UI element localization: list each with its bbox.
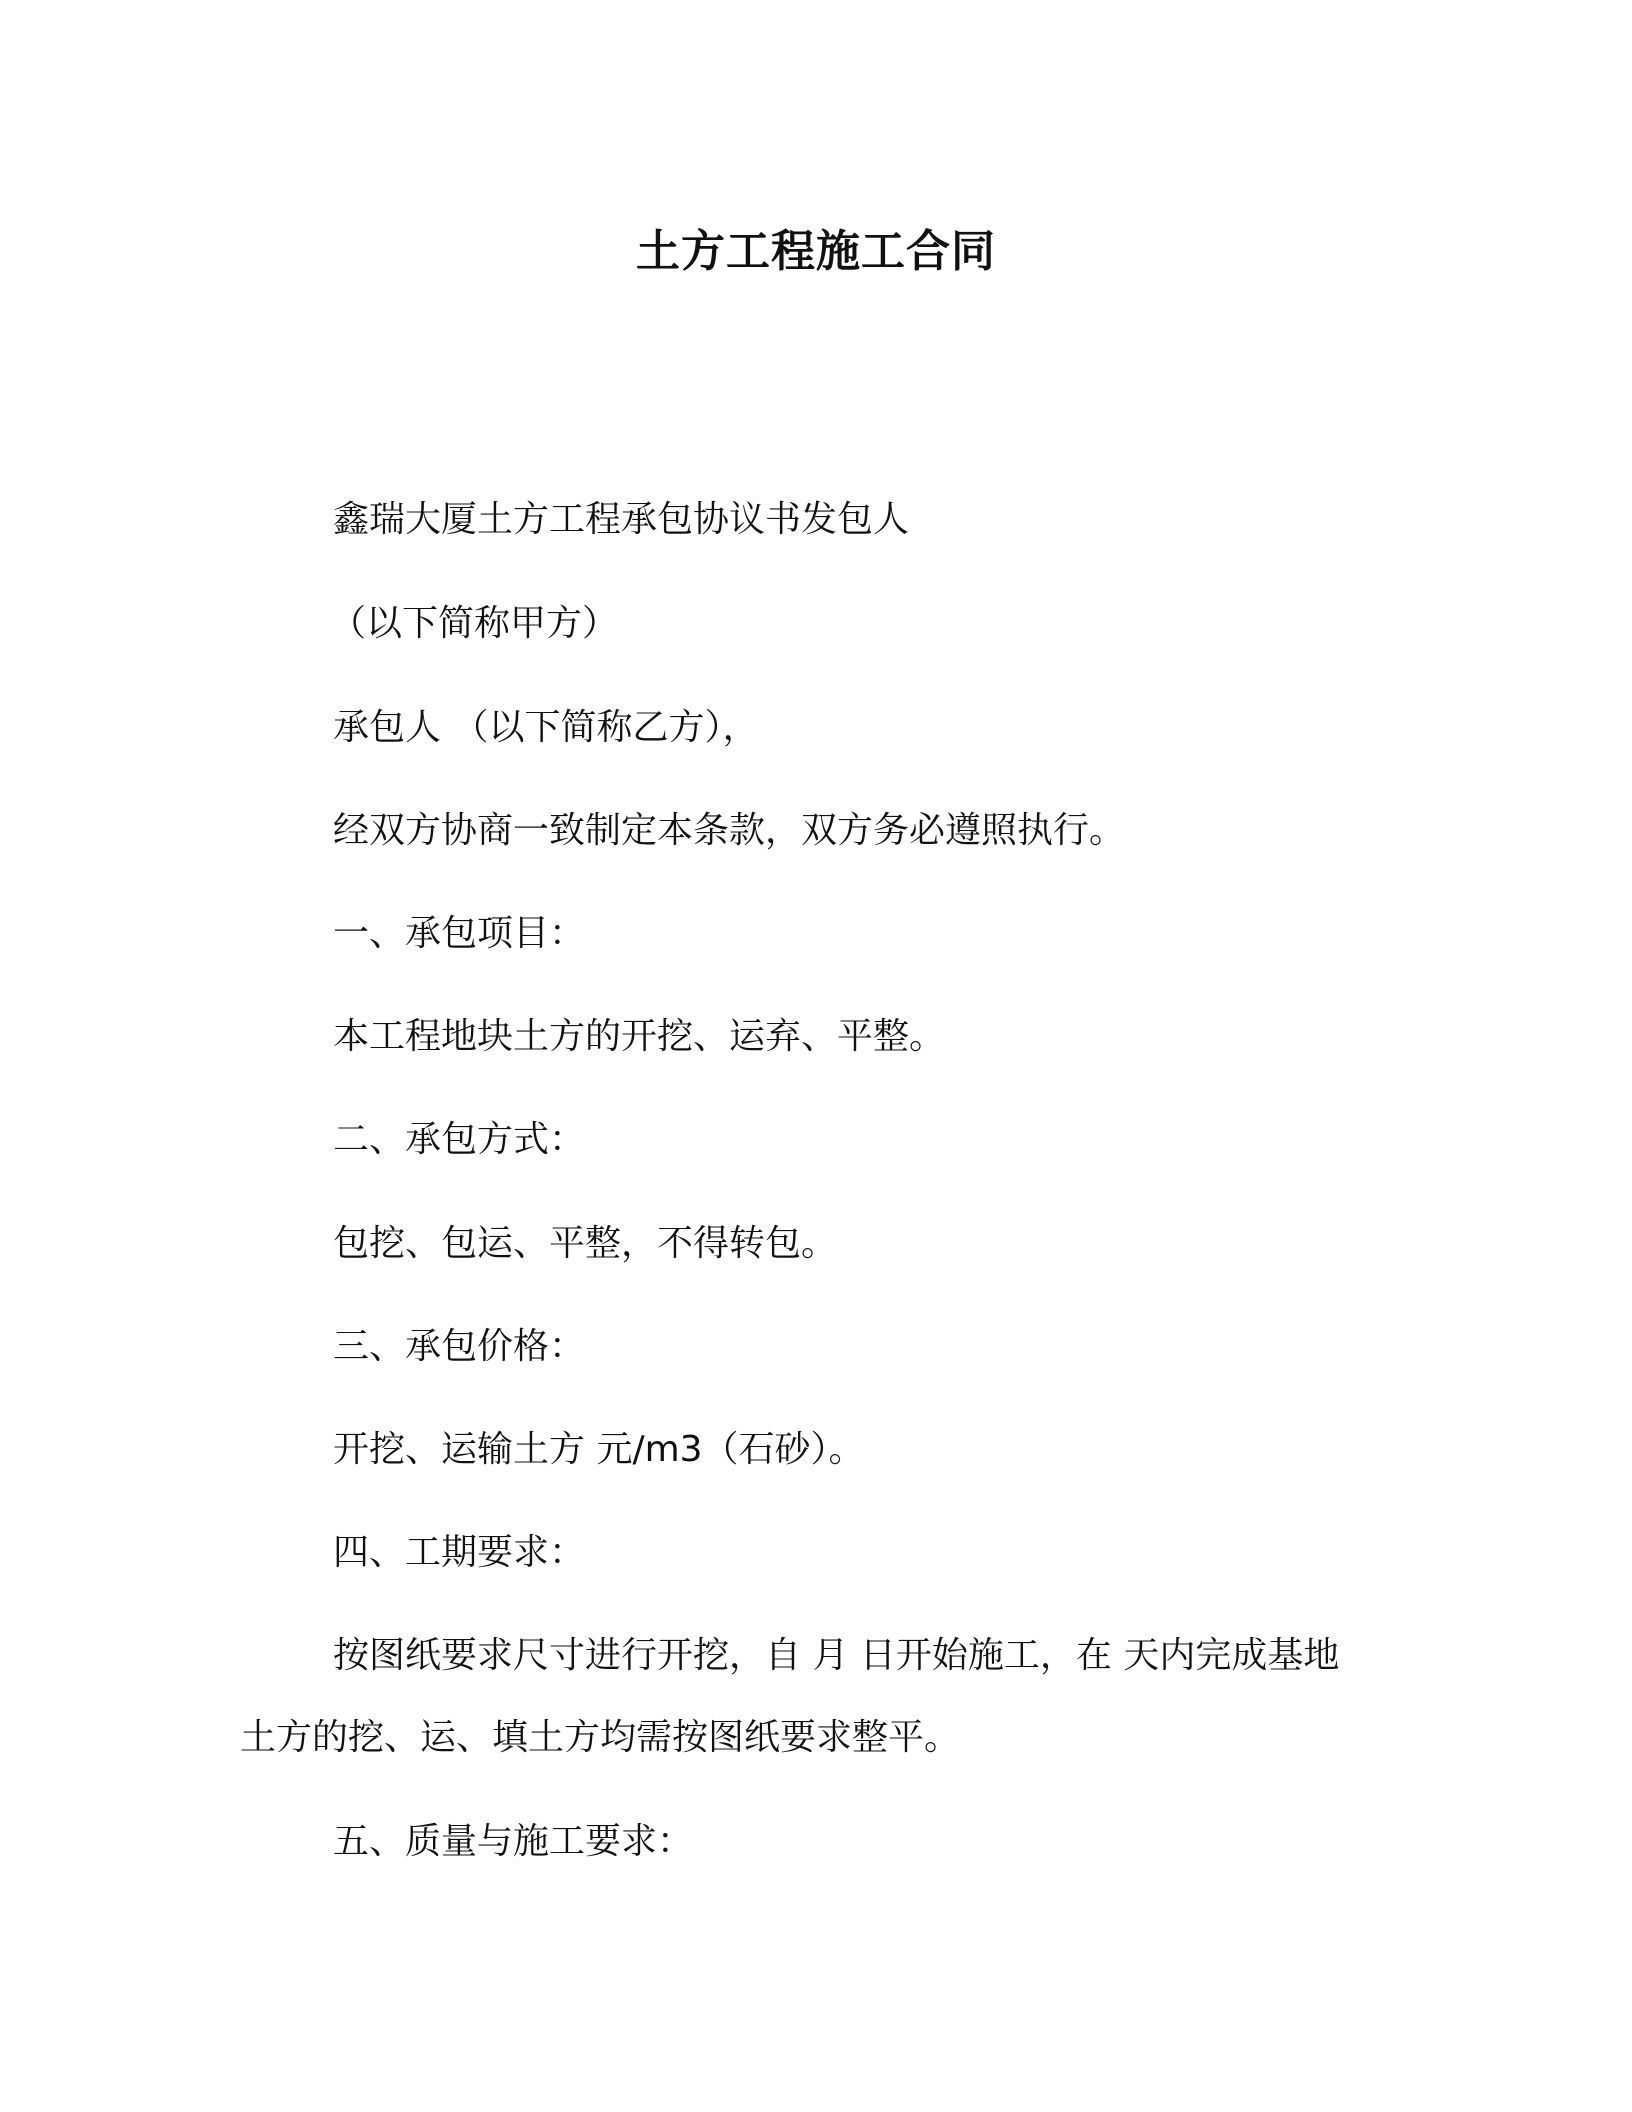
section-heading-method: 二、承包方式： <box>333 1119 586 1160</box>
paragraph-employer: 鑫瑞大厦土方工程承包协议书发包人 <box>333 499 910 540</box>
document-title: 土方工程施工合同 <box>636 226 996 277</box>
paragraph-price: 开挖、运输土方 元/m3（石砂）。 <box>333 1429 865 1470</box>
section-heading-price: 三、承包价格： <box>333 1326 586 1367</box>
paragraph-contractor: 承包人 （以下简称乙方）， <box>333 707 759 748</box>
paragraph-method: 包挖、包运、平整，不得转包。 <box>333 1223 838 1264</box>
paragraph-schedule-line-2: 土方的挖、运、填土方均需按图纸要求整平。 <box>240 1717 961 1758</box>
paragraph-scope: 本工程地块土方的开挖、运弃、平整。 <box>333 1016 946 1057</box>
section-heading-quality: 五、质量与施工要求： <box>333 1821 694 1862</box>
section-heading-schedule: 四、工期要求： <box>333 1532 586 1573</box>
paragraph-schedule-line-1: 按图纸要求尺寸进行开挖，自 月 日开始施工，在 天内完成基地 <box>333 1635 1340 1676</box>
section-heading-scope: 一、承包项目： <box>333 913 586 954</box>
paragraph-agreement: 经双方协商一致制定本条款，双方务必遵照执行。 <box>333 810 1126 851</box>
paragraph-party-a-abbr: （以下简称甲方） <box>330 603 619 644</box>
